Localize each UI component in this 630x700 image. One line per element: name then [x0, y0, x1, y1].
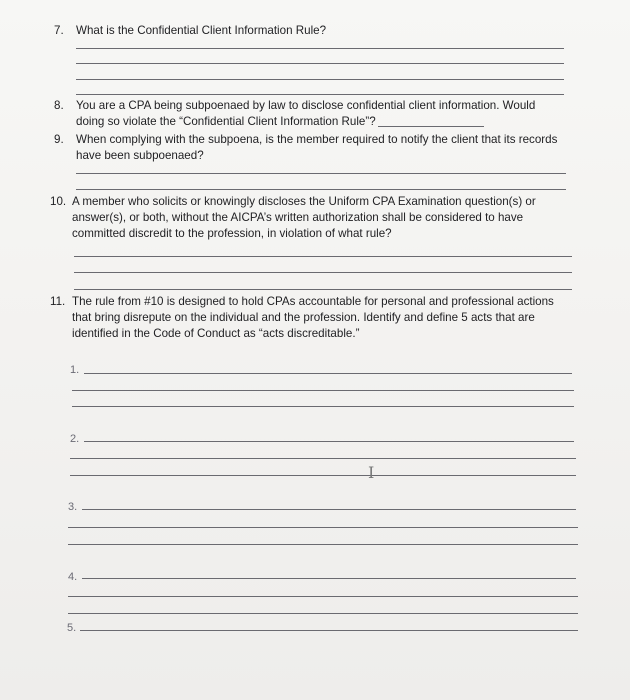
answer-line[interactable] — [68, 613, 578, 614]
act-label-1: 1. — [70, 364, 80, 376]
answer-line[interactable] — [76, 48, 564, 49]
answer-line[interactable] — [76, 79, 564, 80]
answer-line[interactable] — [74, 256, 572, 257]
answer-line[interactable] — [76, 94, 564, 95]
answer-line[interactable] — [70, 475, 576, 476]
act-label-4: 4. — [68, 571, 78, 583]
answer-line[interactable] — [82, 578, 576, 579]
answer-line[interactable] — [76, 189, 566, 190]
text-cursor-icon: I — [368, 463, 375, 482]
answer-line[interactable] — [72, 406, 574, 407]
answer-line[interactable] — [70, 458, 576, 459]
question-number: 7. — [54, 24, 64, 37]
answer-line[interactable] — [68, 596, 578, 597]
question-text: A member who solicits or knowingly discloses the Uniform CPA Examination question(s) or answer(s), or both, without the AICPA’s written authorization shall be considered to have committed discredit to the profession, in violation of what rule? — [72, 195, 536, 240]
answer-line[interactable] — [76, 173, 566, 174]
answer-line[interactable] — [68, 544, 578, 545]
question-number: 10. — [50, 195, 67, 208]
question-text: The rule from #10 is designed to hold CPAs accountable for personal and professional actions that bring disrepute on the individual and the profession. Identify and define 5 acts that are identified in the Code of Conduct as “acts discreditable.” — [72, 295, 554, 340]
act-label-5: 5. — [67, 622, 77, 634]
answer-line[interactable] — [74, 289, 572, 290]
answer-line[interactable] — [82, 509, 576, 510]
answer-line[interactable] — [84, 373, 572, 374]
answer-line[interactable] — [68, 527, 578, 528]
question-number: 8. — [54, 99, 64, 112]
question-text: You are a CPA being subpoenaed by law to disclose confidential client information. Would doing so violate the “Confidential Client Information Rule”? — [76, 99, 536, 128]
question-text: When complying with the subpoena, is the member required to notify the client that its records have been subpoenaed? — [76, 133, 558, 162]
question-text: What is the Confidential Client Information Rule? — [76, 24, 327, 37]
answer-line[interactable] — [74, 272, 572, 273]
question-number: 11. — [50, 295, 66, 308]
inline-answer-blank[interactable] — [378, 126, 484, 127]
act-label-3: 3. — [68, 501, 78, 513]
answer-line[interactable] — [76, 63, 564, 64]
answer-line[interactable] — [80, 630, 578, 631]
answer-line[interactable] — [72, 390, 574, 391]
question-number: 9. — [54, 133, 64, 146]
act-label-2: 2. — [70, 433, 80, 445]
answer-line[interactable] — [84, 441, 574, 442]
